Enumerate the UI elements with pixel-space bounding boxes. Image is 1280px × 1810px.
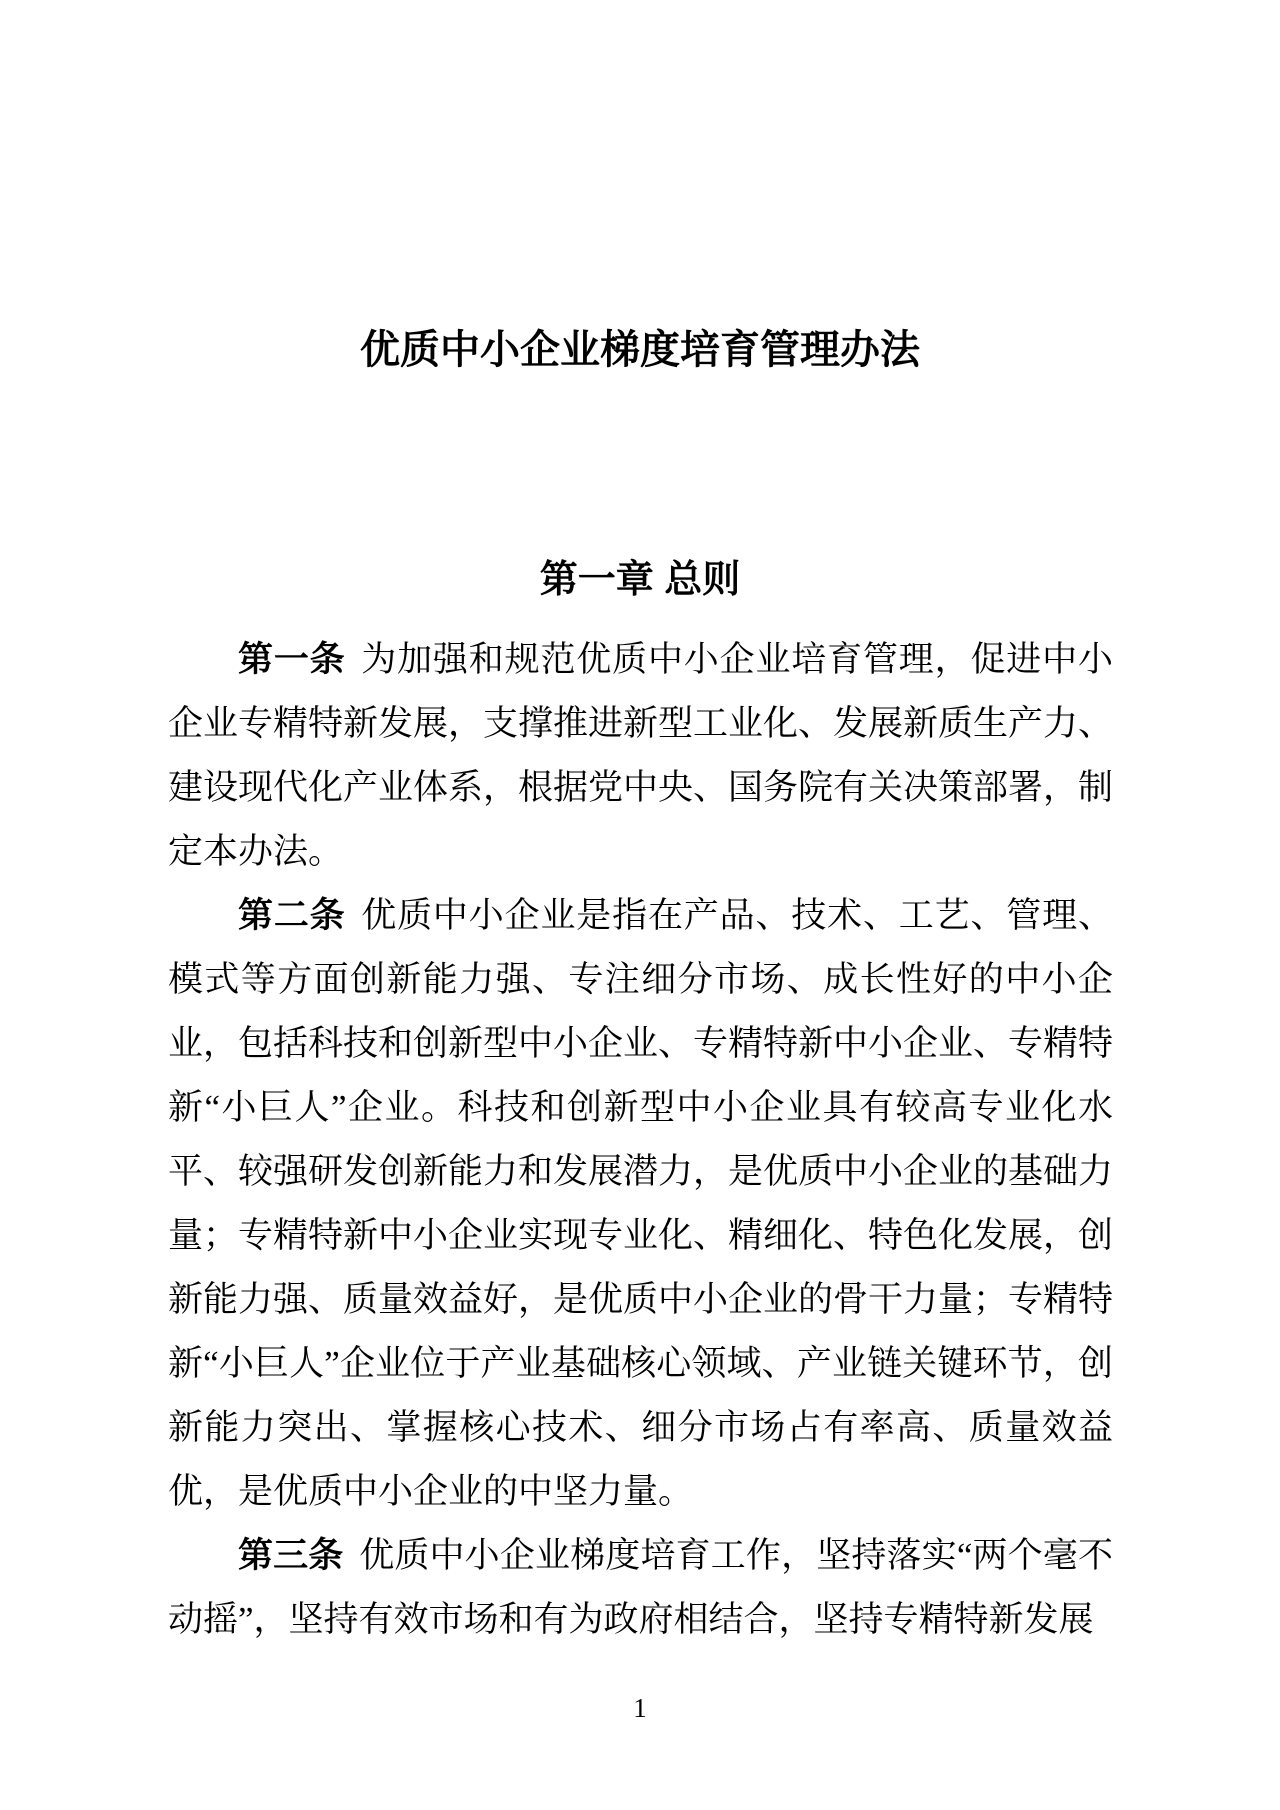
article-3-text: 优质中小企业梯度培育工作，坚持落实“两个毫不动摇”，坚持有效市场和有为政府相结合，坚持专精特新发展	[168, 1536, 1113, 1639]
page-number: 1	[633, 1693, 647, 1723]
article-1-label: 第一条	[238, 640, 346, 679]
chapter-heading: 第一章 总则	[539, 559, 741, 601]
article-1-text: 为加强和规范优质中小企业培育管理，促进中小企业专精特新发展，支撑推进新型工业化、发展新质生产力、建设现代化产业体系，根据党中央、国务院有关决策部署，制定本办法。	[168, 640, 1114, 871]
document-body	[168, 628, 1113, 1652]
paragraph-article-3	[168, 1524, 1113, 1652]
article-2-label: 第二条	[238, 896, 346, 935]
paragraph-article-1	[168, 628, 1113, 884]
article-2-text: 优质中小企业是指在产品、技术、工艺、管理、模式等方面创新能力强、专注细分市场、成长性好的中小企业，包括科技和创新型中小企业、专精特新中小企业、专精特新“小巨人”企业。科技和创新型中小企业具有较高专业化水平、较强研发创新能力和发展潜力，是优质中小企业的基础力量；专精特新中小企业实现专业化、精细化、特色化发展，创新能力强、质量效益好，是优质中小企业的骨干力量；专精特新“小巨人”企业位于产业基础核心领域、产业链关键环节，创新能力突出、掌握核心技术、细分市场占有率高、质量效益优，是优质中小企业的中坚力量。	[168, 896, 1114, 1511]
article-3-label: 第三条	[238, 1536, 344, 1575]
document-title: 优质中小企业梯度培育管理办法	[360, 328, 920, 372]
paragraph-article-2	[168, 884, 1113, 1524]
